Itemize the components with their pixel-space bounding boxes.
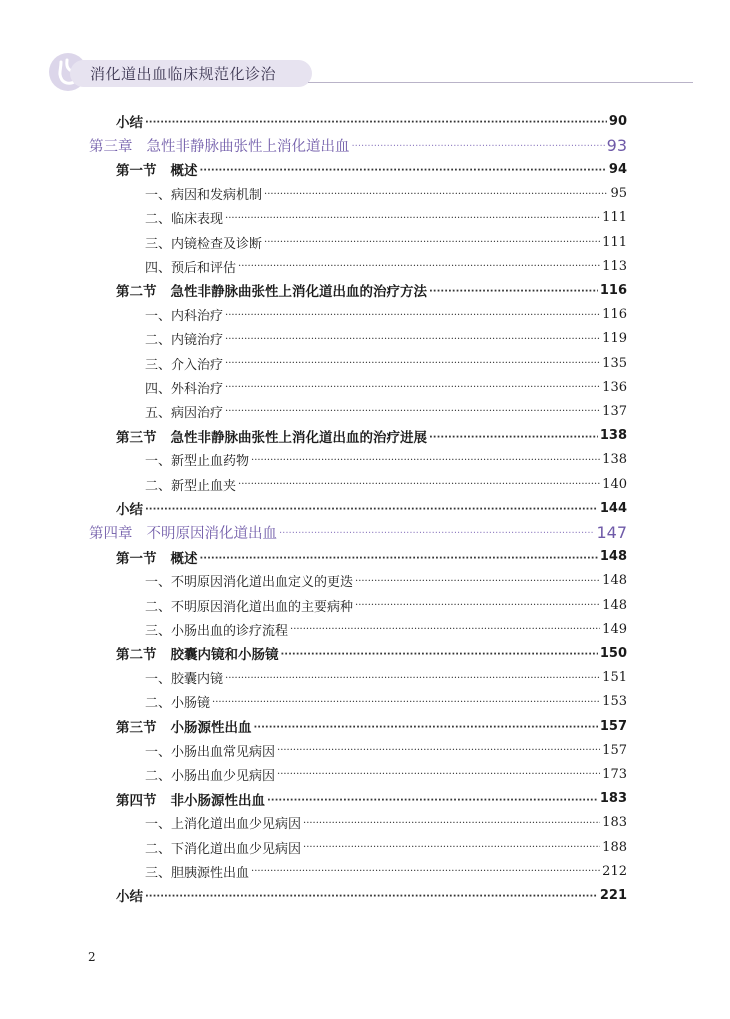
page-number: 2 <box>88 950 96 964</box>
toc-entry-text: 五、病因治疗 <box>145 405 224 421</box>
toc-entry-text: 一、上消化道出血少见病因 <box>145 817 302 833</box>
toc-entry-title <box>116 426 427 446</box>
toc-entry-text: 急性非静脉曲张性上消化道出血的治疗进展 <box>170 429 427 446</box>
toc-page-number: 138 <box>599 428 627 444</box>
toc-entry-row[interactable] <box>0 593 730 617</box>
toc-entry-number: 第一节 <box>116 163 157 180</box>
toc-entry-number: 第一节 <box>116 550 157 567</box>
toc-page-number: 90 <box>608 113 627 129</box>
toc-entry-text: 四、外科治疗 <box>145 381 224 397</box>
dot-leader <box>429 429 598 443</box>
toc-entry-text: 三、胆胰源性出血 <box>145 865 250 881</box>
dot-leader <box>290 622 600 636</box>
toc-entry-title <box>145 378 223 397</box>
dot-leader <box>355 598 600 612</box>
toc-page-number: 116 <box>602 307 627 323</box>
dot-leader <box>200 550 598 564</box>
toc-entry-title <box>145 668 223 687</box>
toc-entry-text: 一、小肠出血常见病因 <box>145 744 276 760</box>
toc-entry-title <box>116 643 279 663</box>
dot-leader <box>264 235 600 249</box>
toc-section-row[interactable] <box>0 714 730 738</box>
toc-entry-row[interactable] <box>0 230 730 254</box>
dot-leader <box>145 888 598 902</box>
dot-leader <box>303 816 600 830</box>
toc-page-number: 137 <box>602 403 627 419</box>
toc-section-row[interactable] <box>0 545 730 569</box>
toc-entry-number: 第三节 <box>116 429 157 446</box>
toc-entry-title <box>116 789 265 809</box>
toc-entry-title <box>145 838 301 857</box>
dot-leader <box>145 114 607 128</box>
toc-entry-title <box>89 522 277 543</box>
toc-entry-title <box>116 111 143 131</box>
toc-entry-row[interactable] <box>0 569 730 593</box>
toc-page-number: 138 <box>602 452 627 468</box>
toc-page-number: 212 <box>602 863 627 879</box>
toc-entry-title <box>116 159 198 179</box>
toc-entry-text: 胶囊内镜和小肠镜 <box>170 647 279 664</box>
dot-leader <box>225 380 600 394</box>
toc-chapter-row[interactable] <box>0 133 730 157</box>
toc-entry-number: 第四章 <box>89 525 133 542</box>
toc-entry-row[interactable] <box>0 617 730 641</box>
toc-entry-text: 一、病因和发病机制 <box>145 188 263 204</box>
toc-entry-text: 四、预后和评估 <box>145 260 237 276</box>
toc-page-number: 116 <box>599 282 627 298</box>
toc-entry-row[interactable] <box>0 472 730 496</box>
toc-page-number: 94 <box>608 161 627 177</box>
toc-section-row[interactable] <box>0 278 730 302</box>
toc-entry-row[interactable] <box>0 883 730 907</box>
toc-entry-title <box>145 329 223 348</box>
toc-page-number: 113 <box>602 258 627 274</box>
toc-page-number: 140 <box>602 476 627 492</box>
toc-entry-row[interactable] <box>0 859 730 883</box>
toc-entry-row[interactable] <box>0 182 730 206</box>
dot-leader <box>225 332 600 346</box>
dot-leader <box>279 525 594 539</box>
toc-entry-row[interactable] <box>0 375 730 399</box>
toc-entry-title <box>145 692 210 711</box>
dot-leader <box>277 743 600 757</box>
toc-entry-text: 小结 <box>116 115 143 131</box>
toc-entry-row[interactable] <box>0 496 730 520</box>
toc-section-row[interactable] <box>0 157 730 181</box>
toc-entry-text: 概述 <box>170 163 198 180</box>
dot-leader <box>264 187 608 201</box>
toc-page-number: 157 <box>599 718 627 734</box>
toc-entry-title <box>145 741 275 760</box>
toc-entry-title <box>145 305 223 324</box>
toc-entry-row[interactable] <box>0 690 730 714</box>
dot-leader <box>254 719 598 733</box>
toc-entry-row[interactable] <box>0 448 730 472</box>
dot-leader <box>225 356 600 370</box>
toc-page-number: 188 <box>602 839 627 855</box>
dot-leader <box>251 453 600 467</box>
toc-page-number: 119 <box>602 331 627 347</box>
dot-leader <box>200 162 607 176</box>
toc-entry-title <box>145 813 301 832</box>
toc-entry-title <box>116 716 252 736</box>
toc-entry-title <box>145 571 353 590</box>
toc-entry-text: 二、不明原因消化道出血的主要病种 <box>145 599 354 615</box>
toc-entry-title <box>145 765 275 784</box>
dot-leader <box>281 646 598 660</box>
toc-entry-row[interactable] <box>0 109 730 133</box>
toc-section-row[interactable] <box>0 641 730 665</box>
toc-page-number: 149 <box>602 621 627 637</box>
toc-entry-row[interactable] <box>0 303 730 327</box>
toc-entry-text: 一、胶囊内镜 <box>145 672 224 688</box>
toc-entry-title <box>116 280 427 300</box>
toc-page-number: 111 <box>602 210 627 226</box>
header-rule <box>308 82 693 83</box>
toc-entry-title <box>89 135 350 156</box>
dot-leader <box>251 864 600 878</box>
toc-entry-row[interactable] <box>0 738 730 762</box>
toc-entry-row[interactable] <box>0 811 730 835</box>
toc-entry-title <box>116 885 143 905</box>
toc-entry-text: 不明原因消化道出血 <box>146 525 277 542</box>
toc-entry-text: 急性非静脉曲张性上消化道出血的治疗方法 <box>170 284 427 301</box>
toc-page-number: 136 <box>602 379 627 395</box>
toc-page-number: 93 <box>606 135 627 155</box>
toc-page-number: 150 <box>599 645 627 661</box>
toc-page-number: 95 <box>610 186 627 202</box>
toc-entry-text: 三、小肠出血的诊疗流程 <box>145 623 289 639</box>
toc-entry-title <box>145 402 223 421</box>
toc-entry-text: 小肠源性出血 <box>170 720 252 736</box>
toc-entry-title <box>145 233 262 252</box>
toc-entry-number: 第三节 <box>116 720 157 736</box>
toc-entry-text: 小结 <box>116 889 143 906</box>
toc-page-number: 111 <box>602 234 627 250</box>
toc-page-number: 135 <box>602 355 627 371</box>
toc-entry-text: 二、新型止血夹 <box>145 478 237 494</box>
toc-page-number: 147 <box>596 522 627 542</box>
toc-section-row[interactable] <box>0 787 730 811</box>
dot-leader <box>277 767 600 781</box>
toc-entry-text: 一、新型止血药物 <box>145 454 250 470</box>
dot-leader <box>267 792 598 806</box>
toc-entry-text: 二、小肠出血少见病因 <box>145 768 276 784</box>
toc-entry-row[interactable] <box>0 206 730 230</box>
toc-entry-title <box>145 184 262 203</box>
toc-entry-title <box>145 354 223 373</box>
toc-entry-text: 二、小肠镜 <box>145 696 211 712</box>
dot-leader <box>225 308 600 322</box>
toc-entry-row[interactable] <box>0 327 730 351</box>
toc-entry-title <box>145 862 249 881</box>
toc-entry-row[interactable] <box>0 351 730 375</box>
toc-entry-title <box>145 257 236 276</box>
toc-entry-row[interactable] <box>0 254 730 278</box>
dot-leader <box>303 840 600 854</box>
book-title: 消化道出血临床规范化诊治 <box>90 65 277 83</box>
toc-page-number: 153 <box>602 694 627 710</box>
toc-entry-text: 三、介入治疗 <box>145 357 224 373</box>
toc-entry-text: 概述 <box>170 550 198 567</box>
toc-page-number: 157 <box>602 742 627 758</box>
toc-entry-text: 一、不明原因消化道出血定义的更迭 <box>145 575 354 591</box>
toc-entry-row[interactable] <box>0 762 730 786</box>
toc-page-number: 144 <box>599 500 627 516</box>
toc-page-number: 148 <box>599 549 627 565</box>
toc-page-number: 183 <box>602 815 627 831</box>
toc-entry-title <box>116 547 198 567</box>
toc-entry-text: 二、临床表现 <box>145 212 224 228</box>
toc-page-number: 221 <box>599 887 627 903</box>
toc-page-number: 148 <box>602 597 627 613</box>
toc-section-row[interactable] <box>0 424 730 448</box>
toc-entry-text: 二、内镜治疗 <box>145 333 224 349</box>
toc-entry-title <box>145 450 249 469</box>
dot-leader <box>225 671 600 685</box>
toc-entry-title <box>145 620 288 639</box>
toc-entry-number: 第二节 <box>116 284 157 301</box>
toc-entry-text: 小结 <box>116 502 143 519</box>
toc-entry-text: 二、下消化道出血少见病因 <box>145 841 302 857</box>
toc-entry-number: 第三章 <box>89 138 133 155</box>
dot-leader <box>429 283 598 297</box>
toc-page-number: 151 <box>602 670 627 686</box>
dot-leader <box>355 574 600 588</box>
dot-leader <box>225 404 600 418</box>
dot-leader <box>225 211 600 225</box>
toc-entry-text: 非小肠源性出血 <box>170 792 265 809</box>
toc-entry-text: 急性非静脉曲张性上消化道出血 <box>146 138 350 155</box>
dot-leader <box>238 477 600 491</box>
toc-entry-number: 第二节 <box>116 647 157 664</box>
toc-entry-text: 一、内科治疗 <box>145 309 224 325</box>
toc-page-number: 173 <box>602 766 627 782</box>
toc-chapter-row[interactable] <box>0 520 730 544</box>
toc-entry-row[interactable] <box>0 666 730 690</box>
toc-entry-row[interactable] <box>0 835 730 859</box>
toc-page-number: 183 <box>599 791 627 807</box>
toc-entry-title <box>145 596 353 615</box>
dot-leader <box>145 501 598 515</box>
toc-entry-title <box>145 208 223 227</box>
running-header <box>48 52 693 92</box>
toc-entry-title <box>145 475 236 494</box>
toc-entry-title <box>116 498 143 518</box>
toc-entry-row[interactable] <box>0 399 730 423</box>
dot-leader <box>352 138 605 152</box>
dot-leader <box>212 695 600 709</box>
toc-entry-text: 三、内镜检查及诊断 <box>145 236 263 252</box>
toc-page-number: 148 <box>602 573 627 589</box>
dot-leader <box>238 259 600 273</box>
toc-entry-number: 第四节 <box>116 792 157 809</box>
